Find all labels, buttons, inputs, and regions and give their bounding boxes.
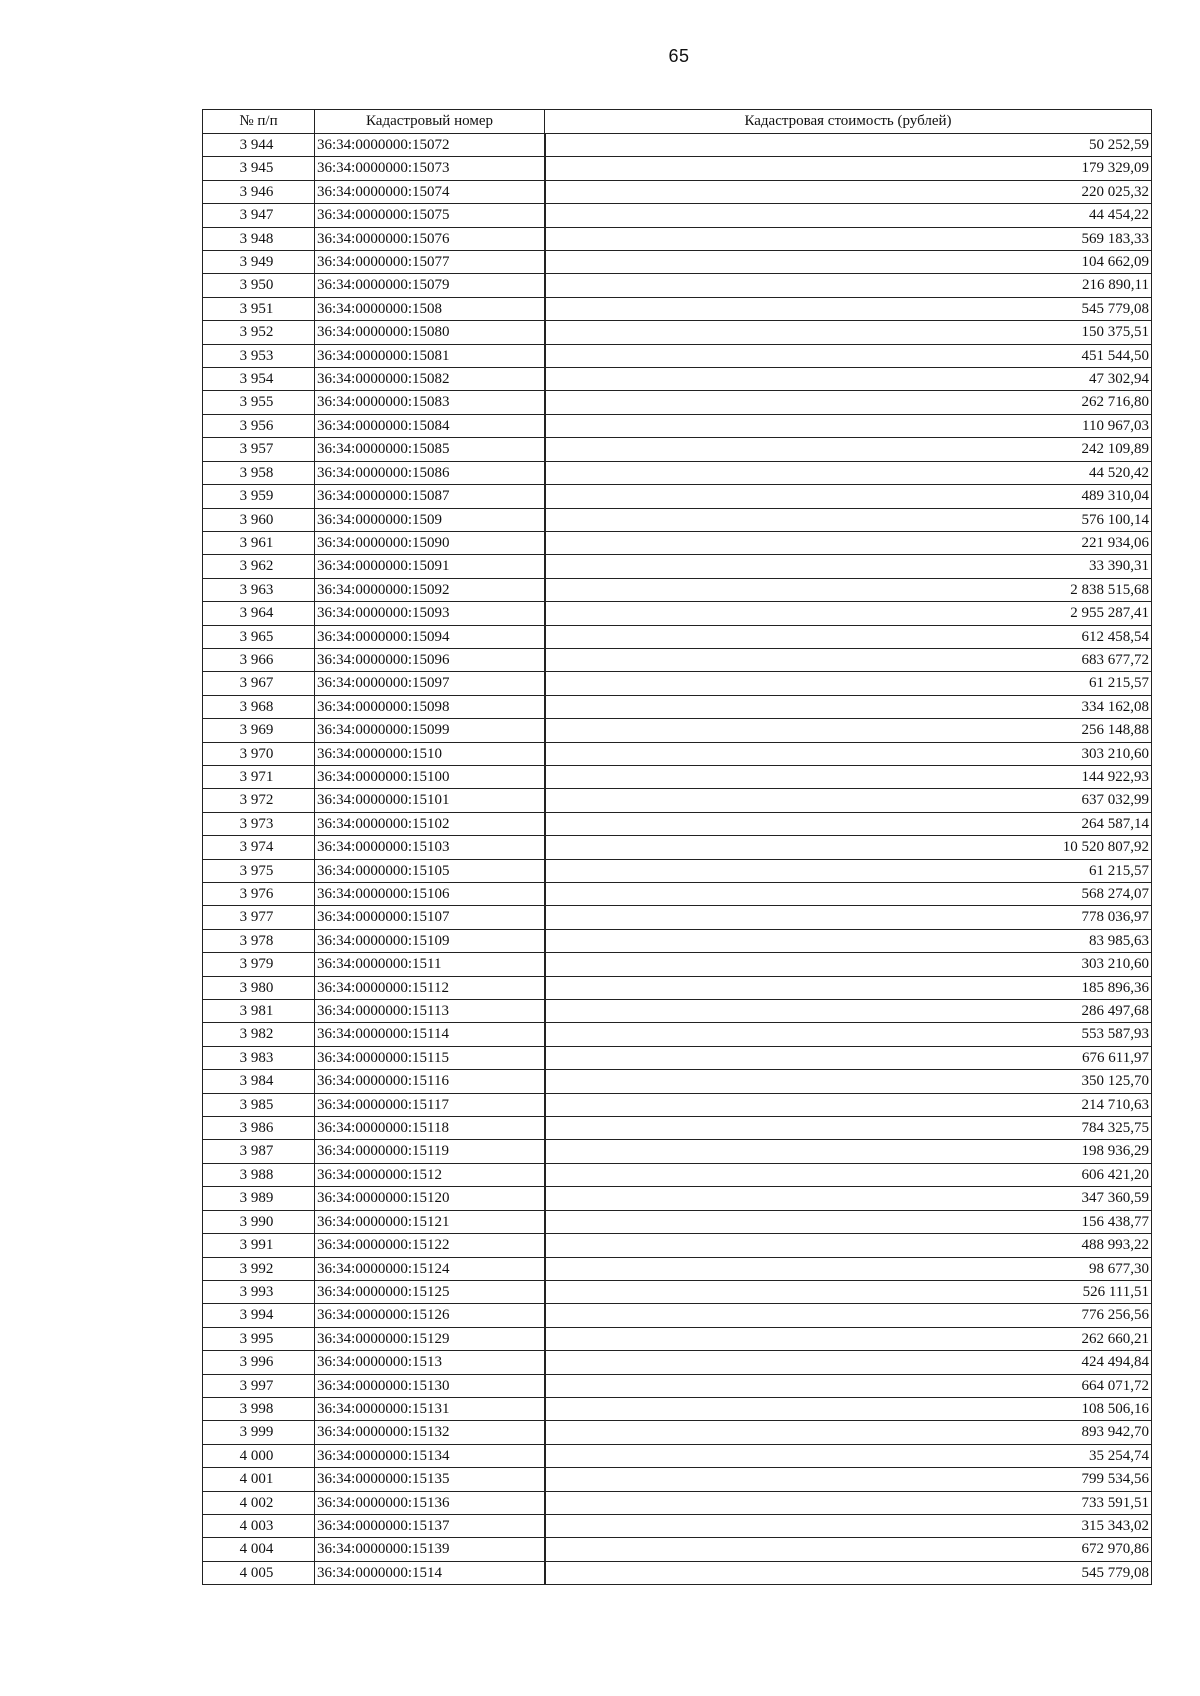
cadastral-number-cell: 36:34:0000000:15099 [315,719,545,742]
row-number-cell: 3 985 [203,1093,315,1116]
row-number-cell: 3 970 [203,742,315,765]
cadastral-value-cell: 262 716,80 [545,391,1152,414]
row-number-cell: 3 944 [203,134,315,157]
cadastral-value-cell: 545 779,08 [545,1561,1152,1584]
cadastral-value-cell: 144 922,93 [545,765,1152,788]
cadastral-value-cell: 784 325,75 [545,1117,1152,1140]
cadastral-value-cell: 44 454,22 [545,204,1152,227]
cadastral-value-cell: 286 497,68 [545,1000,1152,1023]
row-number-cell: 3 992 [203,1257,315,1280]
cadastral-number-cell: 36:34:0000000:15117 [315,1093,545,1116]
cadastral-number-cell: 36:34:0000000:15082 [315,368,545,391]
cadastral-value-cell: 262 660,21 [545,1327,1152,1350]
cadastral-value-cell: 150 375,51 [545,321,1152,344]
cadastral-number-cell: 36:34:0000000:15124 [315,1257,545,1280]
row-number-cell: 3 960 [203,508,315,531]
table-row [203,1000,1152,1023]
cadastral-number-cell: 36:34:0000000:15129 [315,1327,545,1350]
table-row [203,157,1152,180]
cadastral-value-cell: 612 458,54 [545,625,1152,648]
row-number-cell: 3 982 [203,1023,315,1046]
table-row [203,555,1152,578]
row-number-cell: 3 965 [203,625,315,648]
cadastral-number-cell: 36:34:0000000:15091 [315,555,545,578]
row-number-cell: 3 983 [203,1046,315,1069]
cadastral-value-cell: 672 970,86 [545,1538,1152,1561]
table-row [203,1491,1152,1514]
cadastral-value-cell: 242 109,89 [545,438,1152,461]
row-number-cell: 3 998 [203,1397,315,1420]
cadastral-number-cell: 36:34:0000000:15084 [315,414,545,437]
table-row [203,953,1152,976]
cadastral-number-cell: 36:34:0000000:15135 [315,1468,545,1491]
cadastral-number-cell: 36:34:0000000:15077 [315,251,545,274]
cadastral-number-cell: 36:34:0000000:15075 [315,204,545,227]
cadastral-number-cell: 36:34:0000000:15134 [315,1444,545,1467]
cadastral-number-cell: 36:34:0000000:15137 [315,1514,545,1537]
row-number-cell: 3 979 [203,953,315,976]
cadastral-value-cell: 2 955 287,41 [545,602,1152,625]
cadastral-value-cell: 568 274,07 [545,883,1152,906]
cadastral-value-cell: 83 985,63 [545,929,1152,952]
cadastral-value-cell: 893 942,70 [545,1421,1152,1444]
cadastral-number-cell: 36:34:0000000:15105 [315,859,545,882]
table-row [203,204,1152,227]
cadastral-value-cell: 451 544,50 [545,344,1152,367]
row-number-cell: 3 947 [203,204,315,227]
page-number: 65 [668,46,690,66]
table-row [203,438,1152,461]
table-row [203,391,1152,414]
cadastral-value-cell: 50 252,59 [545,134,1152,157]
table-row [203,1304,1152,1327]
cadastral-value-cell: 545 779,08 [545,297,1152,320]
table-row [203,906,1152,929]
table-row [203,321,1152,344]
column-header-number: № п/п [203,110,315,134]
cadastral-number-cell: 36:34:0000000:15109 [315,929,545,952]
row-number-cell: 3 951 [203,297,315,320]
row-number-cell: 3 999 [203,1421,315,1444]
row-number-cell: 3 964 [203,602,315,625]
cadastral-number-cell: 36:34:0000000:15130 [315,1374,545,1397]
table-row [203,1234,1152,1257]
cadastral-number-cell: 36:34:0000000:15073 [315,157,545,180]
cadastral-number-cell: 36:34:0000000:1511 [315,953,545,976]
table-row [203,859,1152,882]
table-row [203,1374,1152,1397]
row-number-cell: 3 963 [203,578,315,601]
table-row [203,1257,1152,1280]
table-row [203,1117,1152,1140]
cadastral-value-cell: 733 591,51 [545,1491,1152,1514]
cadastral-value-cell: 776 256,56 [545,1304,1152,1327]
table-row [203,368,1152,391]
row-number-cell: 3 995 [203,1327,315,1350]
cadastral-number-cell: 36:34:0000000:15120 [315,1187,545,1210]
cadastral-value-cell: 606 421,20 [545,1163,1152,1186]
cadastral-value-cell: 44 520,42 [545,461,1152,484]
cadastral-value-cell: 553 587,93 [545,1023,1152,1046]
table-row [203,1397,1152,1420]
cadastral-value-cell: 664 071,72 [545,1374,1152,1397]
cadastral-value-cell: 303 210,60 [545,953,1152,976]
row-number-cell: 3 949 [203,251,315,274]
table-row [203,883,1152,906]
table-row [203,789,1152,812]
table-row [203,274,1152,297]
cadastral-number-cell: 36:34:0000000:15093 [315,602,545,625]
table-header-row [203,110,1152,134]
row-number-cell: 4 000 [203,1444,315,1467]
table-body [203,134,1152,1585]
row-number-cell: 3 987 [203,1140,315,1163]
row-number-cell: 3 953 [203,344,315,367]
cadastral-number-cell: 36:34:0000000:15079 [315,274,545,297]
cadastral-value-cell: 61 215,57 [545,672,1152,695]
cadastral-number-cell: 36:34:0000000:15106 [315,883,545,906]
cadastral-value-cell: 35 254,74 [545,1444,1152,1467]
table-row [203,297,1152,320]
table-row [203,812,1152,835]
table-row [203,1023,1152,1046]
row-number-cell: 3 967 [203,672,315,695]
table-row [203,672,1152,695]
table-row [203,1210,1152,1233]
row-number-cell: 3 981 [203,1000,315,1023]
cadastral-value-cell: 334 162,08 [545,695,1152,718]
table-row [203,1140,1152,1163]
cadastral-number-cell: 36:34:0000000:1514 [315,1561,545,1584]
cadastral-value-cell: 198 936,29 [545,1140,1152,1163]
cadastral-value-cell: 10 520 807,92 [545,836,1152,859]
cadastral-number-cell: 36:34:0000000:15097 [315,672,545,695]
cadastral-number-cell: 36:34:0000000:15118 [315,1117,545,1140]
table-row [203,1187,1152,1210]
cadastral-number-cell: 36:34:0000000:15080 [315,321,545,344]
row-number-cell: 3 961 [203,531,315,554]
cadastral-number-cell: 36:34:0000000:1509 [315,508,545,531]
cadastral-value-cell: 576 100,14 [545,508,1152,531]
cadastral-number-cell: 36:34:0000000:15116 [315,1070,545,1093]
cadastral-value-cell: 264 587,14 [545,812,1152,835]
cadastral-number-cell: 36:34:0000000:1508 [315,297,545,320]
column-header-cadastral-number: Кадастровый номер [315,110,545,134]
cadastral-value-table [202,109,1152,1585]
table-row [203,227,1152,250]
table-row [203,695,1152,718]
row-number-cell: 3 948 [203,227,315,250]
row-number-cell: 3 990 [203,1210,315,1233]
cadastral-value-cell: 489 310,04 [545,485,1152,508]
row-number-cell: 3 946 [203,180,315,203]
row-number-cell: 3 973 [203,812,315,835]
cadastral-value-cell: 526 111,51 [545,1280,1152,1303]
cadastral-number-cell: 36:34:0000000:15136 [315,1491,545,1514]
cadastral-value-cell: 799 534,56 [545,1468,1152,1491]
cadastral-number-cell: 36:34:0000000:15139 [315,1538,545,1561]
table-row [203,976,1152,999]
cadastral-number-cell: 36:34:0000000:15090 [315,531,545,554]
row-number-cell: 3 952 [203,321,315,344]
column-header-cadastral-value: Кадастровая стоимость (рублей) [545,110,1152,134]
table-row [203,1070,1152,1093]
row-number-cell: 3 986 [203,1117,315,1140]
cadastral-value-cell: 488 993,22 [545,1234,1152,1257]
table-row [203,1280,1152,1303]
row-number-cell: 3 984 [203,1070,315,1093]
table-row [203,414,1152,437]
table-row [203,765,1152,788]
cadastral-value-cell: 424 494,84 [545,1351,1152,1374]
row-number-cell: 3 974 [203,836,315,859]
table-row [203,344,1152,367]
cadastral-number-cell: 36:34:0000000:1513 [315,1351,545,1374]
table-row [203,1538,1152,1561]
cadastral-value-cell: 33 390,31 [545,555,1152,578]
cadastral-value-cell: 637 032,99 [545,789,1152,812]
table-row [203,602,1152,625]
table-row [203,1421,1152,1444]
table-row [203,1468,1152,1491]
cadastral-number-cell: 36:34:0000000:15101 [315,789,545,812]
cadastral-value-cell: 185 896,36 [545,976,1152,999]
table-row [203,719,1152,742]
row-number-cell: 3 975 [203,859,315,882]
row-number-cell: 3 989 [203,1187,315,1210]
cadastral-number-cell: 36:34:0000000:15098 [315,695,545,718]
cadastral-number-cell: 36:34:0000000:15121 [315,1210,545,1233]
cadastral-value-cell: 221 934,06 [545,531,1152,554]
cadastral-number-cell: 36:34:0000000:15083 [315,391,545,414]
cadastral-value-cell: 110 967,03 [545,414,1152,437]
table-row [203,1444,1152,1467]
table-row [203,461,1152,484]
table-row [203,531,1152,554]
row-number-cell: 3 957 [203,438,315,461]
cadastral-value-cell: 216 890,11 [545,274,1152,297]
cadastral-number-cell: 36:34:0000000:15072 [315,134,545,157]
cadastral-number-cell: 36:34:0000000:15087 [315,485,545,508]
table-row [203,1046,1152,1069]
cadastral-number-cell: 36:34:0000000:15126 [315,1304,545,1327]
row-number-cell: 3 988 [203,1163,315,1186]
table-row [203,742,1152,765]
cadastral-number-cell: 36:34:0000000:15125 [315,1280,545,1303]
table-row [203,1163,1152,1186]
cadastral-value-cell: 303 210,60 [545,742,1152,765]
cadastral-value-cell: 156 438,77 [545,1210,1152,1233]
cadastral-number-cell: 36:34:0000000:15107 [315,906,545,929]
cadastral-number-cell: 36:34:0000000:15102 [315,812,545,835]
row-number-cell: 4 001 [203,1468,315,1491]
row-number-cell: 3 966 [203,648,315,671]
cadastral-value-cell: 98 677,30 [545,1257,1152,1280]
row-number-cell: 3 969 [203,719,315,742]
cadastral-value-cell: 179 329,09 [545,157,1152,180]
table-row [203,625,1152,648]
row-number-cell: 3 962 [203,555,315,578]
cadastral-value-cell: 256 148,88 [545,719,1152,742]
table-row [203,578,1152,601]
table-row [203,485,1152,508]
row-number-cell: 3 954 [203,368,315,391]
cadastral-number-cell: 36:34:0000000:15115 [315,1046,545,1069]
table-row [203,134,1152,157]
cadastral-value-cell: 2 838 515,68 [545,578,1152,601]
cadastral-number-cell: 36:34:0000000:15119 [315,1140,545,1163]
cadastral-number-cell: 36:34:0000000:15076 [315,227,545,250]
row-number-cell: 3 996 [203,1351,315,1374]
cadastral-number-cell: 36:34:0000000:15113 [315,1000,545,1023]
cadastral-number-cell: 36:34:0000000:15085 [315,438,545,461]
row-number-cell: 3 977 [203,906,315,929]
cadastral-number-cell: 36:34:0000000:15081 [315,344,545,367]
table-row [203,929,1152,952]
row-number-cell: 3 971 [203,765,315,788]
cadastral-number-cell: 36:34:0000000:15103 [315,836,545,859]
cadastral-value-cell: 220 025,32 [545,180,1152,203]
row-number-cell: 3 968 [203,695,315,718]
cadastral-value-cell: 569 183,33 [545,227,1152,250]
row-number-cell: 4 004 [203,1538,315,1561]
cadastral-value-cell: 347 360,59 [545,1187,1152,1210]
row-number-cell: 3 972 [203,789,315,812]
cadastral-number-cell: 36:34:0000000:15122 [315,1234,545,1257]
cadastral-number-cell: 36:34:0000000:15100 [315,765,545,788]
table-row [203,508,1152,531]
table-row [203,1093,1152,1116]
cadastral-number-cell: 36:34:0000000:1510 [315,742,545,765]
row-number-cell: 3 955 [203,391,315,414]
row-number-cell: 4 005 [203,1561,315,1584]
row-number-cell: 3 956 [203,414,315,437]
cadastral-number-cell: 36:34:0000000:15132 [315,1421,545,1444]
cadastral-number-cell: 36:34:0000000:1512 [315,1163,545,1186]
cadastral-value-cell: 676 611,97 [545,1046,1152,1069]
row-number-cell: 3 991 [203,1234,315,1257]
table-row [203,1561,1152,1584]
cadastral-number-cell: 36:34:0000000:15096 [315,648,545,671]
cadastral-value-cell: 104 662,09 [545,251,1152,274]
cadastral-value-cell: 61 215,57 [545,859,1152,882]
cadastral-value-cell: 47 302,94 [545,368,1152,391]
cadastral-value-cell: 683 677,72 [545,648,1152,671]
table-row [203,251,1152,274]
cadastral-number-cell: 36:34:0000000:15131 [315,1397,545,1420]
table-row [203,1514,1152,1537]
row-number-cell: 3 980 [203,976,315,999]
cadastral-number-cell: 36:34:0000000:15092 [315,578,545,601]
table-row [203,648,1152,671]
cadastral-value-cell: 214 710,63 [545,1093,1152,1116]
cadastral-value-cell: 315 343,02 [545,1514,1152,1537]
row-number-cell: 3 959 [203,485,315,508]
cadastral-number-cell: 36:34:0000000:15094 [315,625,545,648]
row-number-cell: 4 003 [203,1514,315,1537]
cadastral-value-cell: 778 036,97 [545,906,1152,929]
cadastral-number-cell: 36:34:0000000:15074 [315,180,545,203]
table-row [203,1351,1152,1374]
row-number-cell: 3 950 [203,274,315,297]
table-row [203,1327,1152,1350]
cadastral-value-cell: 108 506,16 [545,1397,1152,1420]
row-number-cell: 3 976 [203,883,315,906]
cadastral-number-cell: 36:34:0000000:15086 [315,461,545,484]
row-number-cell: 3 997 [203,1374,315,1397]
cadastral-number-cell: 36:34:0000000:15112 [315,976,545,999]
row-number-cell: 3 978 [203,929,315,952]
row-number-cell: 3 993 [203,1280,315,1303]
cadastral-number-cell: 36:34:0000000:15114 [315,1023,545,1046]
row-number-cell: 3 994 [203,1304,315,1327]
table-row [203,180,1152,203]
row-number-cell: 4 002 [203,1491,315,1514]
table-row [203,836,1152,859]
cadastral-value-cell: 350 125,70 [545,1070,1152,1093]
row-number-cell: 3 945 [203,157,315,180]
row-number-cell: 3 958 [203,461,315,484]
